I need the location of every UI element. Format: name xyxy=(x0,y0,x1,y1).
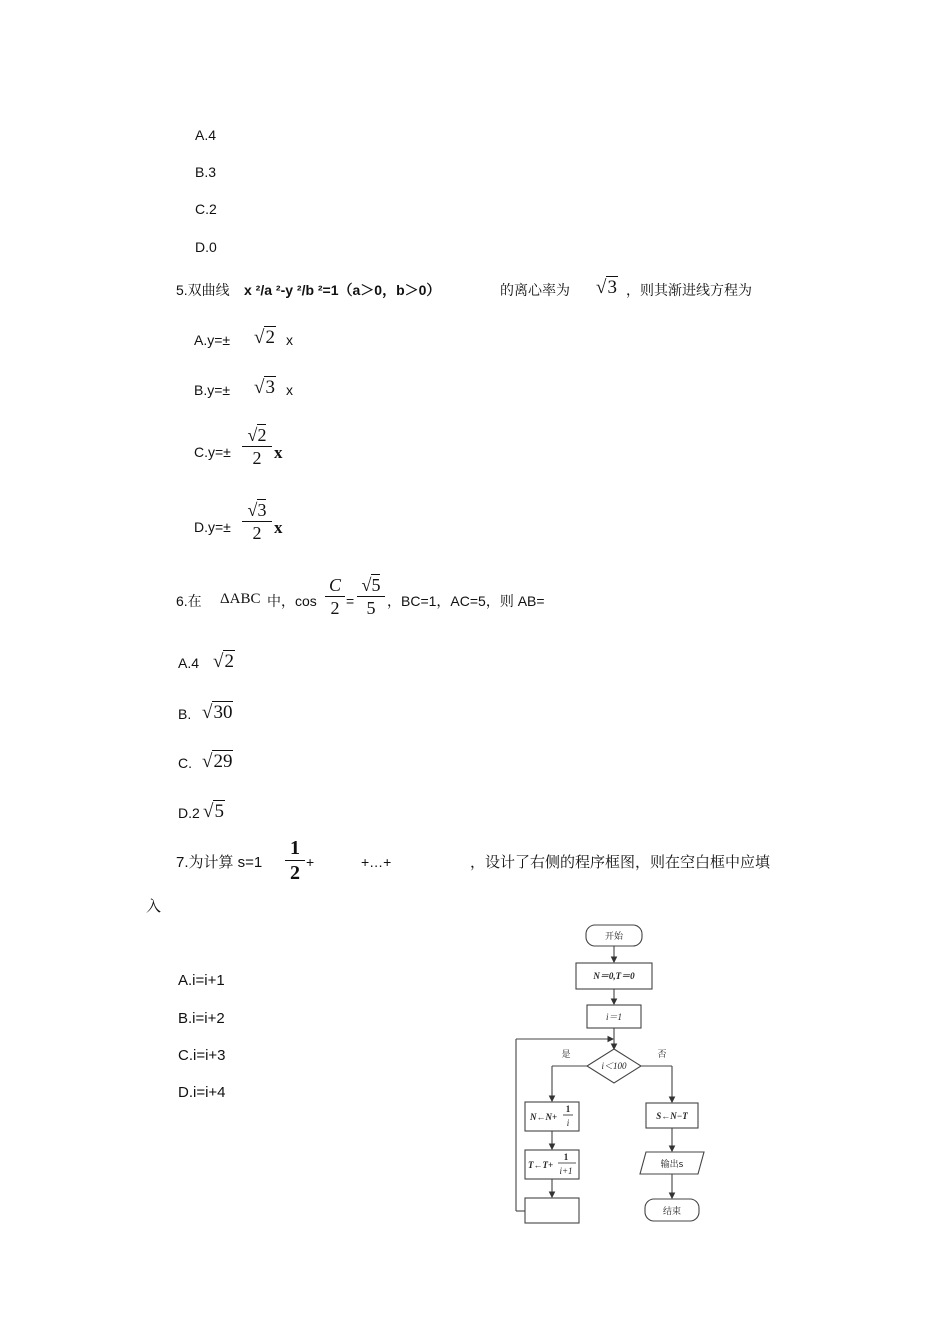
q5-option-b-radical: √3 xyxy=(254,377,275,398)
q5-eccentricity-value: √3 xyxy=(596,277,617,298)
flowchart-n-update-den: i xyxy=(566,1118,570,1128)
q7-number: 7.为计算 s=1 xyxy=(176,854,263,871)
q7-question-wrap: 入 xyxy=(146,898,162,915)
q7-option-d: D.i=i+4 xyxy=(178,1084,226,1101)
q6-half-angle-fraction: $\frac{C}{2}$ xyxy=(325,576,345,617)
q7-option-b: B.i=i+2 xyxy=(178,1010,225,1027)
flowchart-n-update-lhs: N←N+ xyxy=(530,1112,558,1122)
flowchart-i-init-label: i＝1 xyxy=(605,1012,623,1022)
q6-option-d-radical: √5 xyxy=(203,801,224,822)
q6-option-c-radical: √29 xyxy=(202,751,233,772)
q5-option-c-fraction: $\frac{√2}{2}$ xyxy=(242,426,272,467)
q5-option-d-fraction: $\frac{√3}{2}$ xyxy=(242,501,272,542)
q7-option-c: C.i=i+3 xyxy=(178,1047,226,1064)
q6-cos-value-fraction: $\frac{√5}{5}$ xyxy=(357,576,385,617)
flowchart xyxy=(500,915,730,1235)
q7-fraction: $\frac{1}{2}$ xyxy=(285,838,305,883)
flowchart-n-update-num: 1 xyxy=(565,1104,571,1114)
flowchart-t-update-lhs: T←T+ xyxy=(528,1160,554,1170)
q6-option-a-radical: √2 xyxy=(213,651,234,672)
q4-option-c: C.2 xyxy=(195,201,217,217)
q4-option-b: B.3 xyxy=(195,164,217,180)
flowchart-start-label: 开始 xyxy=(604,932,624,942)
flowchart-s-calc-label: S←N−T xyxy=(656,1111,688,1121)
q4-option-d: D.0 xyxy=(195,239,217,255)
q4-option-a: A.4 xyxy=(195,127,217,143)
q5-question: ，则其渐进线方程为 xyxy=(626,282,752,298)
q6-question: ，BC=1，AC=5，则 AB= xyxy=(387,593,545,609)
flowchart-condition-label: i＜100 xyxy=(601,1061,627,1071)
q5-hyperbola-formula: x ²/a ²-y ²/b ²=1（a＞0，b＞0） xyxy=(244,282,441,298)
q7-option-a: A.i=i+1 xyxy=(178,972,225,989)
flowchart-init-label: N＝0,T＝0 xyxy=(593,971,635,981)
flowchart-t-update-den: i+1 xyxy=(559,1166,573,1176)
q6-number: 6.在 xyxy=(176,593,202,609)
flowchart-end-label: 结束 xyxy=(662,1207,682,1217)
q6-triangle: ΔABC xyxy=(220,591,261,607)
q5-number: 5.双曲线 xyxy=(176,282,230,298)
flowchart-output-label: 输出s xyxy=(660,1160,684,1170)
q5-option-a-radical: √2 xyxy=(254,327,275,348)
q6-option-b-radical: √30 xyxy=(202,702,233,723)
flowchart-blank-node xyxy=(525,1198,579,1223)
q7-question: ，设计了右侧的程序框图，则在空白框中应填 xyxy=(470,854,771,871)
flowchart-yes-label: 是 xyxy=(561,1050,571,1060)
q6-cos-label: 中，cos xyxy=(267,593,317,609)
q5-eccentricity-label: 的离心率为 xyxy=(500,282,570,298)
flowchart-t-update-num: 1 xyxy=(563,1152,569,1162)
flowchart-no-label: 否 xyxy=(657,1050,667,1060)
